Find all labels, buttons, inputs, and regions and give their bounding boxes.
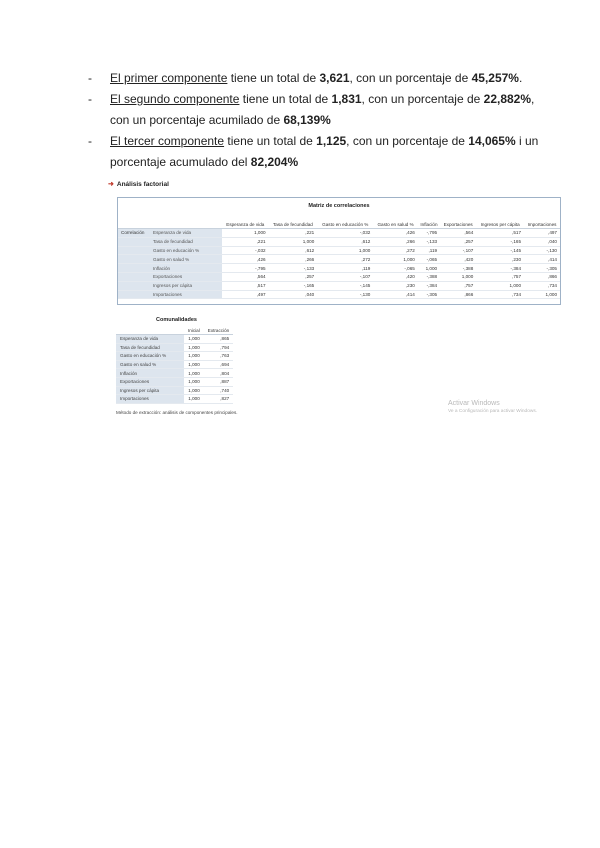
table-row [116,352,233,361]
table-cell: ,040 [269,290,318,299]
header-cell-empty [150,212,222,229]
table-cell: -,130 [524,246,560,255]
section-title-text: Análisis factorial [116,181,169,188]
bullet-text: . [518,71,523,85]
table-cell: ,497 [222,290,269,299]
table-row [116,360,233,369]
table-cell: -,145 [476,246,524,255]
table-cell: -,065 [418,255,440,264]
table-cell: ,119 [317,264,373,273]
table-cell: ,612 [269,246,318,255]
bullet-cumulative: 82,204% [250,155,299,169]
bullet-text: tiene un total de [239,92,332,106]
table-cell: ,564 [222,272,269,281]
table-cell: -,107 [440,246,476,255]
table-cell: -,305 [524,264,560,273]
bullet-value: 3,621 [319,71,350,85]
table-cell: 1,000 [184,360,204,369]
table-cell: ,266 [269,255,318,264]
table-cell: 1,000 [524,290,560,299]
communalities-title: Comunalidades [156,317,197,323]
table-cell: -,065 [373,264,418,273]
table-cell: ,740 [204,386,233,395]
table-cell: -,384 [418,281,440,290]
table-row [116,335,233,344]
section-heading [108,180,169,188]
bullet-item [88,68,548,89]
row-label: Gasto en educación % [150,246,222,255]
table-cell: ,612 [317,237,373,246]
row-label: Gasto en educación % [116,352,184,361]
correlation-table [118,212,560,299]
bullet-value: 1,125 [316,134,347,148]
table-cell: ,426 [373,229,418,238]
header-cell-empty [116,327,184,335]
table-cell: ,230 [373,281,418,290]
column-header: Gasto en salud % [373,212,418,229]
table-cell: ,763 [204,352,233,361]
component-link: El tercer componente [110,134,225,148]
bullet-item [88,89,548,131]
bullet-item [88,131,548,173]
table-row [118,290,560,299]
table-cell: -,795 [222,264,269,273]
table-cell: 1,000 [373,255,418,264]
table-cell: 1,000 [184,377,204,386]
table-cell: 1,000 [184,335,204,344]
table-cell: ,827 [204,395,233,404]
table-cell: -,795 [418,229,440,238]
table-cell: ,414 [524,255,560,264]
table-cell: -,388 [440,264,476,273]
row-label: Gasto en salud % [116,360,184,369]
row-label: Tasa de fecundidad [150,237,222,246]
table-cell: ,866 [440,290,476,299]
column-header: Extracción [204,327,233,335]
row-group-label [118,246,150,255]
table-cell: -,305 [418,290,440,299]
table-cell: ,414 [373,290,418,299]
row-label: Ingresos per cápita [150,281,222,290]
table-cell: 1,000 [418,264,440,273]
bullet-percent: 22,882% [483,92,532,106]
table-cell: ,757 [476,272,524,281]
column-header: Tasa de fecundidad [269,212,318,229]
table-cell: -,384 [476,264,524,273]
row-label: Importaciones [116,395,184,404]
bullet-text: i un porcentaje acumulado del [110,134,539,169]
table-cell: ,517 [222,281,269,290]
row-group-label [118,272,150,281]
table-cell: ,266 [373,237,418,246]
table-cell: ,887 [204,377,233,386]
table-cell: ,734 [524,281,560,290]
table-cell: -,107 [317,272,373,281]
arrow-icon: ➜ [108,181,114,188]
table-cell: 1,000 [269,237,318,246]
table-cell: -,145 [317,281,373,290]
table-cell: ,221 [222,237,269,246]
table-cell: -,388 [418,272,440,281]
correlation-matrix-table [117,197,561,305]
row-group-label [118,264,150,273]
row-group-label [118,281,150,290]
row-label: Esperanza de vida [116,335,184,344]
table-row [118,229,560,238]
bullet-text: , con un porcentaje de [349,71,472,85]
table-cell: -,133 [418,237,440,246]
table-cell: ,221 [269,229,318,238]
table-cell: -,032 [317,229,373,238]
row-label: Exportaciones [150,272,222,281]
row-label: Ingresos per cápita [116,386,184,395]
watermark-title: Activar Windows [448,400,500,407]
bullet-dash: - [88,92,92,106]
table-cell: ,119 [418,246,440,255]
row-label: Tasa de fecundidad [116,343,184,352]
bullet-cumulative: 68,139% [283,113,331,127]
bullet-percent: 14,065% [468,134,516,148]
bullet-percent: 45,257% [471,71,519,85]
table-row [118,246,560,255]
table-header-row [118,212,560,229]
column-header: Gasto en educación % [317,212,373,229]
table-cell: 1,000 [184,343,204,352]
bullet-text: tiene un total de [224,134,317,148]
extraction-method-note: Método de extracción: análisis de componentes principales. [116,410,238,415]
row-label: Esperanza de vida [150,229,222,238]
table-cell: ,272 [317,255,373,264]
row-label: Inflación [150,264,222,273]
table-cell: 1,000 [184,352,204,361]
table-row [118,264,560,273]
component-link: El segundo componente [110,92,240,106]
table-cell: -,032 [222,246,269,255]
table-cell: ,734 [476,290,524,299]
table-cell: -,130 [317,290,373,299]
windows-activation-watermark [448,400,537,414]
table-cell: ,420 [373,272,418,281]
table-cell: ,272 [373,246,418,255]
table-cell: 1,000 [184,369,204,378]
table-cell: -,133 [269,264,318,273]
bullet-dash: - [88,134,92,148]
column-header: Inflación [418,212,440,229]
table-cell: ,426 [222,255,269,264]
watermark-subtitle: Ve a Configuración para activar Windows. [448,409,538,414]
table-cell: ,564 [440,229,476,238]
row-group-label [118,255,150,264]
table-cell: 1,000 [222,229,269,238]
column-header: Ingresos per cápita [476,212,524,229]
table-cell: 1,000 [476,281,524,290]
row-label: Importaciones [150,290,222,299]
table-cell: 1,000 [184,395,204,404]
table-cell: ,040 [524,237,560,246]
bullet-text: , con un porcentaje acumilado de [110,92,535,127]
table-header-row [116,327,233,335]
row-label: Gasto en salud % [150,255,222,264]
table-cell: 1,000 [184,386,204,395]
column-header: Exportaciones [440,212,476,229]
table-cell: ,694 [204,360,233,369]
table-cell: ,517 [476,229,524,238]
table-row [116,343,233,352]
row-group-label [118,237,150,246]
table-row [118,281,560,290]
table-cell: 1,000 [440,272,476,281]
table-title: Matriz de correlaciones [308,203,370,209]
table-cell: ,230 [476,255,524,264]
table-cell: ,497 [524,229,560,238]
table-row [118,237,560,246]
column-header: Importaciones [524,212,560,229]
row-label: Exportaciones [116,377,184,386]
bullet-value: 1,831 [331,92,362,106]
component-link: El primer componente [110,71,228,85]
bullet-text: , con un porcentaje de [346,134,469,148]
row-group-label: Correlación [118,229,150,238]
communalities-table [116,327,233,404]
bullet-text: tiene un total de [227,71,320,85]
table-cell: ,866 [524,272,560,281]
table-cell: ,257 [269,272,318,281]
table-row [116,386,233,395]
component-summary-list [88,68,548,173]
table-cell: -,165 [476,237,524,246]
table-cell: ,757 [440,281,476,290]
table-cell: ,865 [204,335,233,344]
table-row [118,272,560,281]
table-cell: 1,000 [317,246,373,255]
bullet-text: , con un porcentaje de [361,92,484,106]
table-cell: ,804 [204,369,233,378]
row-group-label [118,290,150,299]
header-cell-empty [118,212,150,229]
table-row [116,395,233,404]
table-row [116,377,233,386]
table-cell: ,257 [440,237,476,246]
column-header: Inicial [184,327,204,335]
table-row [116,369,233,378]
row-label: Inflación [116,369,184,378]
table-cell: ,420 [440,255,476,264]
table-cell: ,794 [204,343,233,352]
column-header: Esperanza de vida [222,212,269,229]
table-row [118,255,560,264]
bullet-dash: - [88,71,92,85]
table-cell: -,165 [269,281,318,290]
